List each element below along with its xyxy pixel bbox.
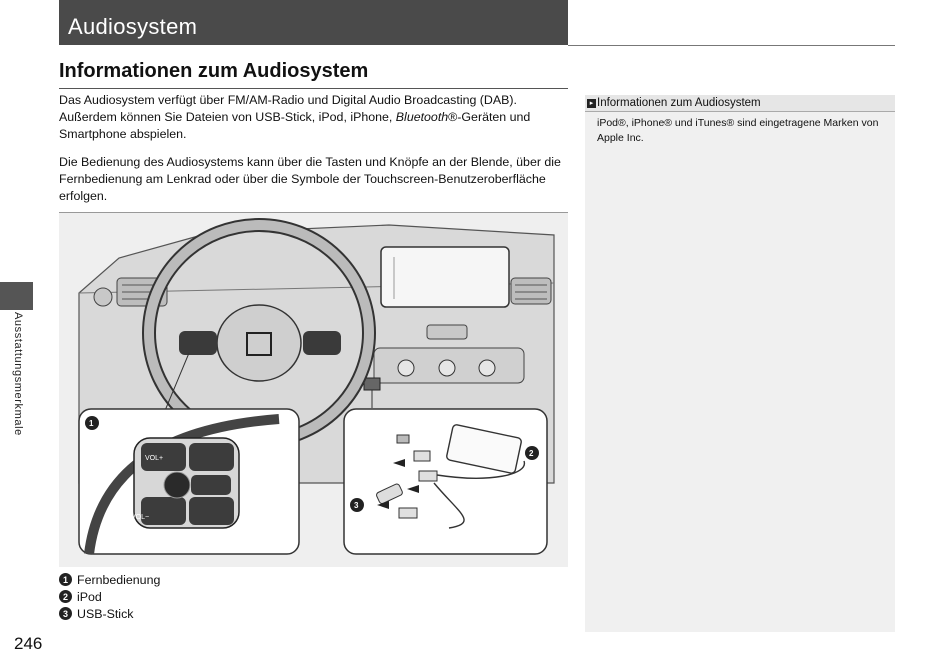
figure-legend	[59, 571, 160, 622]
legend-number-icon: 3	[59, 607, 72, 620]
remote-control-closeup	[79, 409, 299, 554]
controls-paragraph: Die Bedienung des Audiosystems kann über die Tasten und Knöpfe an der Blende, über die Fernbedienung am Lenkrad oder über die Symbole der Touchscreen-Benutzeroberfläche erfolgen.	[59, 155, 561, 203]
legend-number-icon: 1	[59, 573, 72, 586]
legend-number-icon: 2	[59, 590, 72, 603]
page-number: 246	[14, 634, 43, 653]
legend-label: iPod	[77, 589, 102, 604]
reference-marker-icon: ▸	[587, 99, 596, 108]
header-rule	[568, 45, 895, 46]
note-header	[585, 95, 895, 112]
vol-minus-label: VOL−	[131, 514, 150, 521]
legend-label: Fernbedienung	[77, 572, 161, 587]
intro-text-1: Das Audiosystem verfügt über FM/AM-Radio und Digital Audio Broadcasting (DAB). Außerdem können Sie Dateien von USB-Stick, iPod, iPhone,	[59, 93, 517, 124]
intro-text-bluetooth: Bluetooth	[395, 110, 449, 124]
device-connection-closeup	[344, 409, 547, 554]
vol-plus-label: VOL+	[145, 455, 164, 462]
chapter-label: Ausstattungsmerkmale	[12, 312, 24, 436]
section-title: Audiosystem	[68, 14, 198, 39]
note-box	[585, 95, 895, 632]
legend-item	[59, 605, 160, 622]
intro-paragraph	[59, 92, 564, 143]
chapter-tab	[0, 282, 33, 310]
callout-1-text: 1	[89, 419, 94, 428]
heading-rule	[59, 88, 568, 89]
note-title: Informationen zum Audiosystem	[597, 97, 761, 109]
right-air-vent-icon	[511, 278, 551, 304]
callout-2-text: 2	[529, 449, 534, 458]
legend-item	[59, 571, 160, 588]
legend-label: USB-Stick	[77, 606, 134, 621]
page-heading: Informationen zum Audiosystem	[59, 60, 369, 82]
touchscreen-icon	[381, 247, 509, 307]
dashboard-drawing	[59, 213, 568, 567]
usb-port-icon	[364, 378, 380, 390]
note-text: iPod®, iPhone® und iTunes® sind eingetragene Marken von Apple Inc.	[597, 117, 879, 144]
legend-item	[59, 588, 160, 605]
callout-3-text: 3	[354, 501, 359, 510]
intro-text-2: ®-Geräten und Smartphone abspielen.	[59, 110, 531, 141]
dashboard-illustration	[59, 212, 568, 567]
